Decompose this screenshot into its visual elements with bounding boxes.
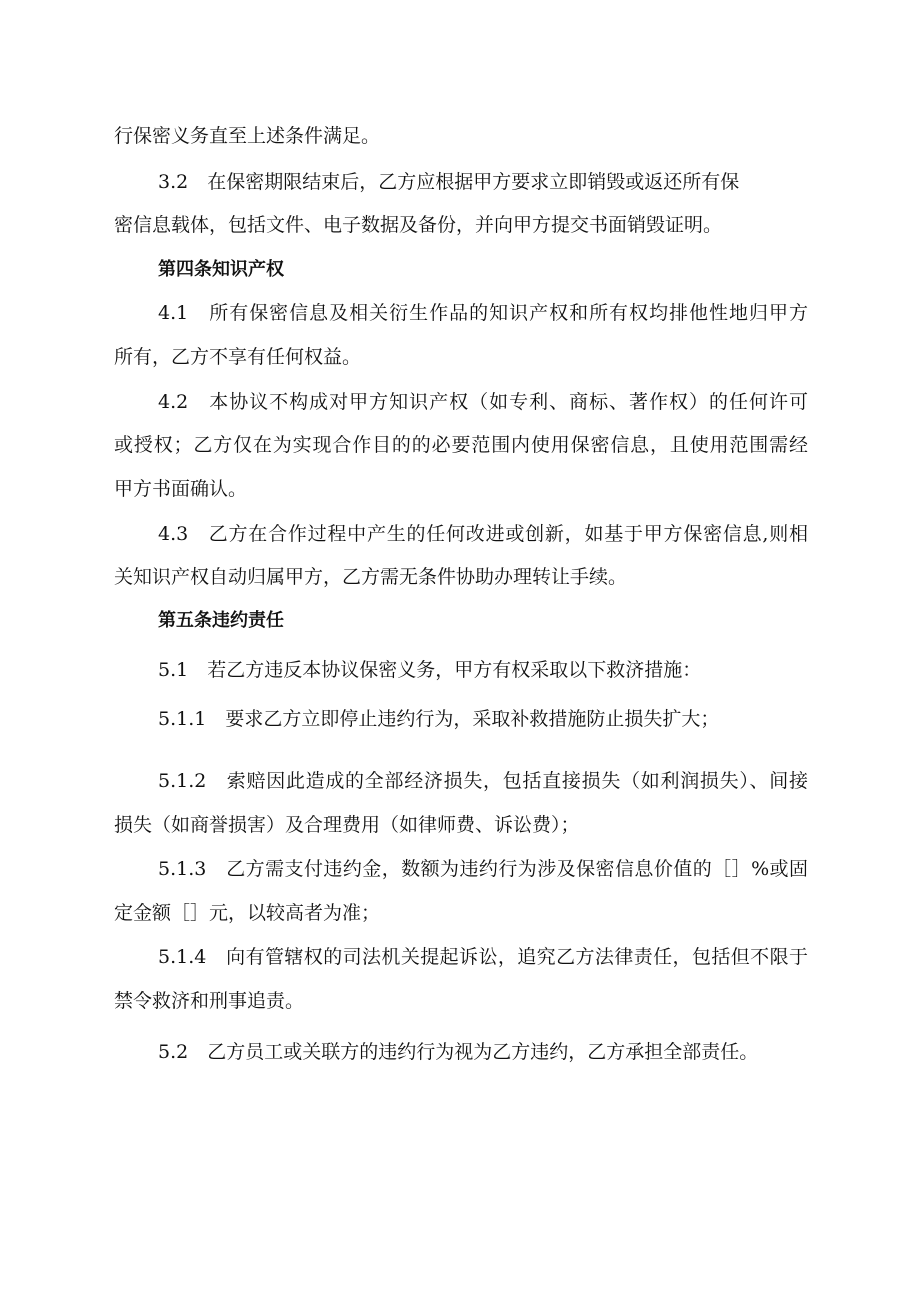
clause-5-2: 5.2 乙方员工或关联方的违约行为视为乙方违约，乙方承担全部责任。	[158, 1041, 759, 1063]
clause-5-1-2: 5.1.2 索赔因此造成的全部经济损失，包括直接损失（如利润损失）、间接	[158, 770, 808, 792]
section-heading-article-5: 第五条违约责任	[158, 610, 284, 631]
paragraph-line: 禁令救济和刑事追责。	[114, 990, 305, 1012]
clause-4-2: 4.2 本协议不构成对甲方知识产权（如专利、商标、著作权）的任何许可	[158, 391, 808, 413]
paragraph-line: 或授权；乙方仅在为实现合作目的的必要范围内使用保密信息，且使用范围需经	[114, 434, 808, 456]
clause-4-3: 4.3 乙方在合作过程中产生的任何改进或创新，如基于甲方保密信息,则相	[158, 523, 808, 545]
clause-3-2: 3.2 在保密期限结束后，乙方应根据甲方要求立即销毁或返还所有保	[158, 171, 740, 193]
paragraph-line: 定金额［］元，以较高者为准；	[114, 902, 381, 924]
clause-5-1-4: 5.1.4 向有管辖权的司法机关提起诉讼，追究乙方法律责任，包括但不限于	[158, 946, 808, 968]
paragraph-line: 关知识产权自动归属甲方，乙方需无条件协助办理转让手续。	[114, 566, 628, 588]
paragraph-line: 甲方书面确认。	[114, 478, 248, 500]
paragraph-line: 行保密义务直至上述条件满足。	[114, 125, 381, 147]
clause-5-1-1: 5.1.1 要求乙方立即停止违约行为，采取补救措施防止损失扩大；	[158, 708, 720, 730]
paragraph-line: 所有，乙方不享有任何权益。	[114, 346, 362, 368]
paragraph-line: 密信息载体，包括文件、电子数据及备份，并向甲方提交书面销毁证明。	[114, 214, 723, 236]
clause-4-1: 4.1 所有保密信息及相关衍生作品的知识产权和所有权均排他性地归甲方	[158, 302, 808, 324]
clause-5-1-3: 5.1.3 乙方需支付违约金，数额为违约行为涉及保密信息价值的［］%或固	[158, 858, 808, 880]
section-heading-article-4: 第四条知识产权	[158, 259, 284, 280]
paragraph-line: 损失（如商誉损害）及合理费用（如律师费、诉讼费）；	[114, 814, 580, 836]
clause-5-1: 5.1 若乙方违反本协议保密义务，甲方有权采取以下救济措施：	[158, 659, 702, 681]
